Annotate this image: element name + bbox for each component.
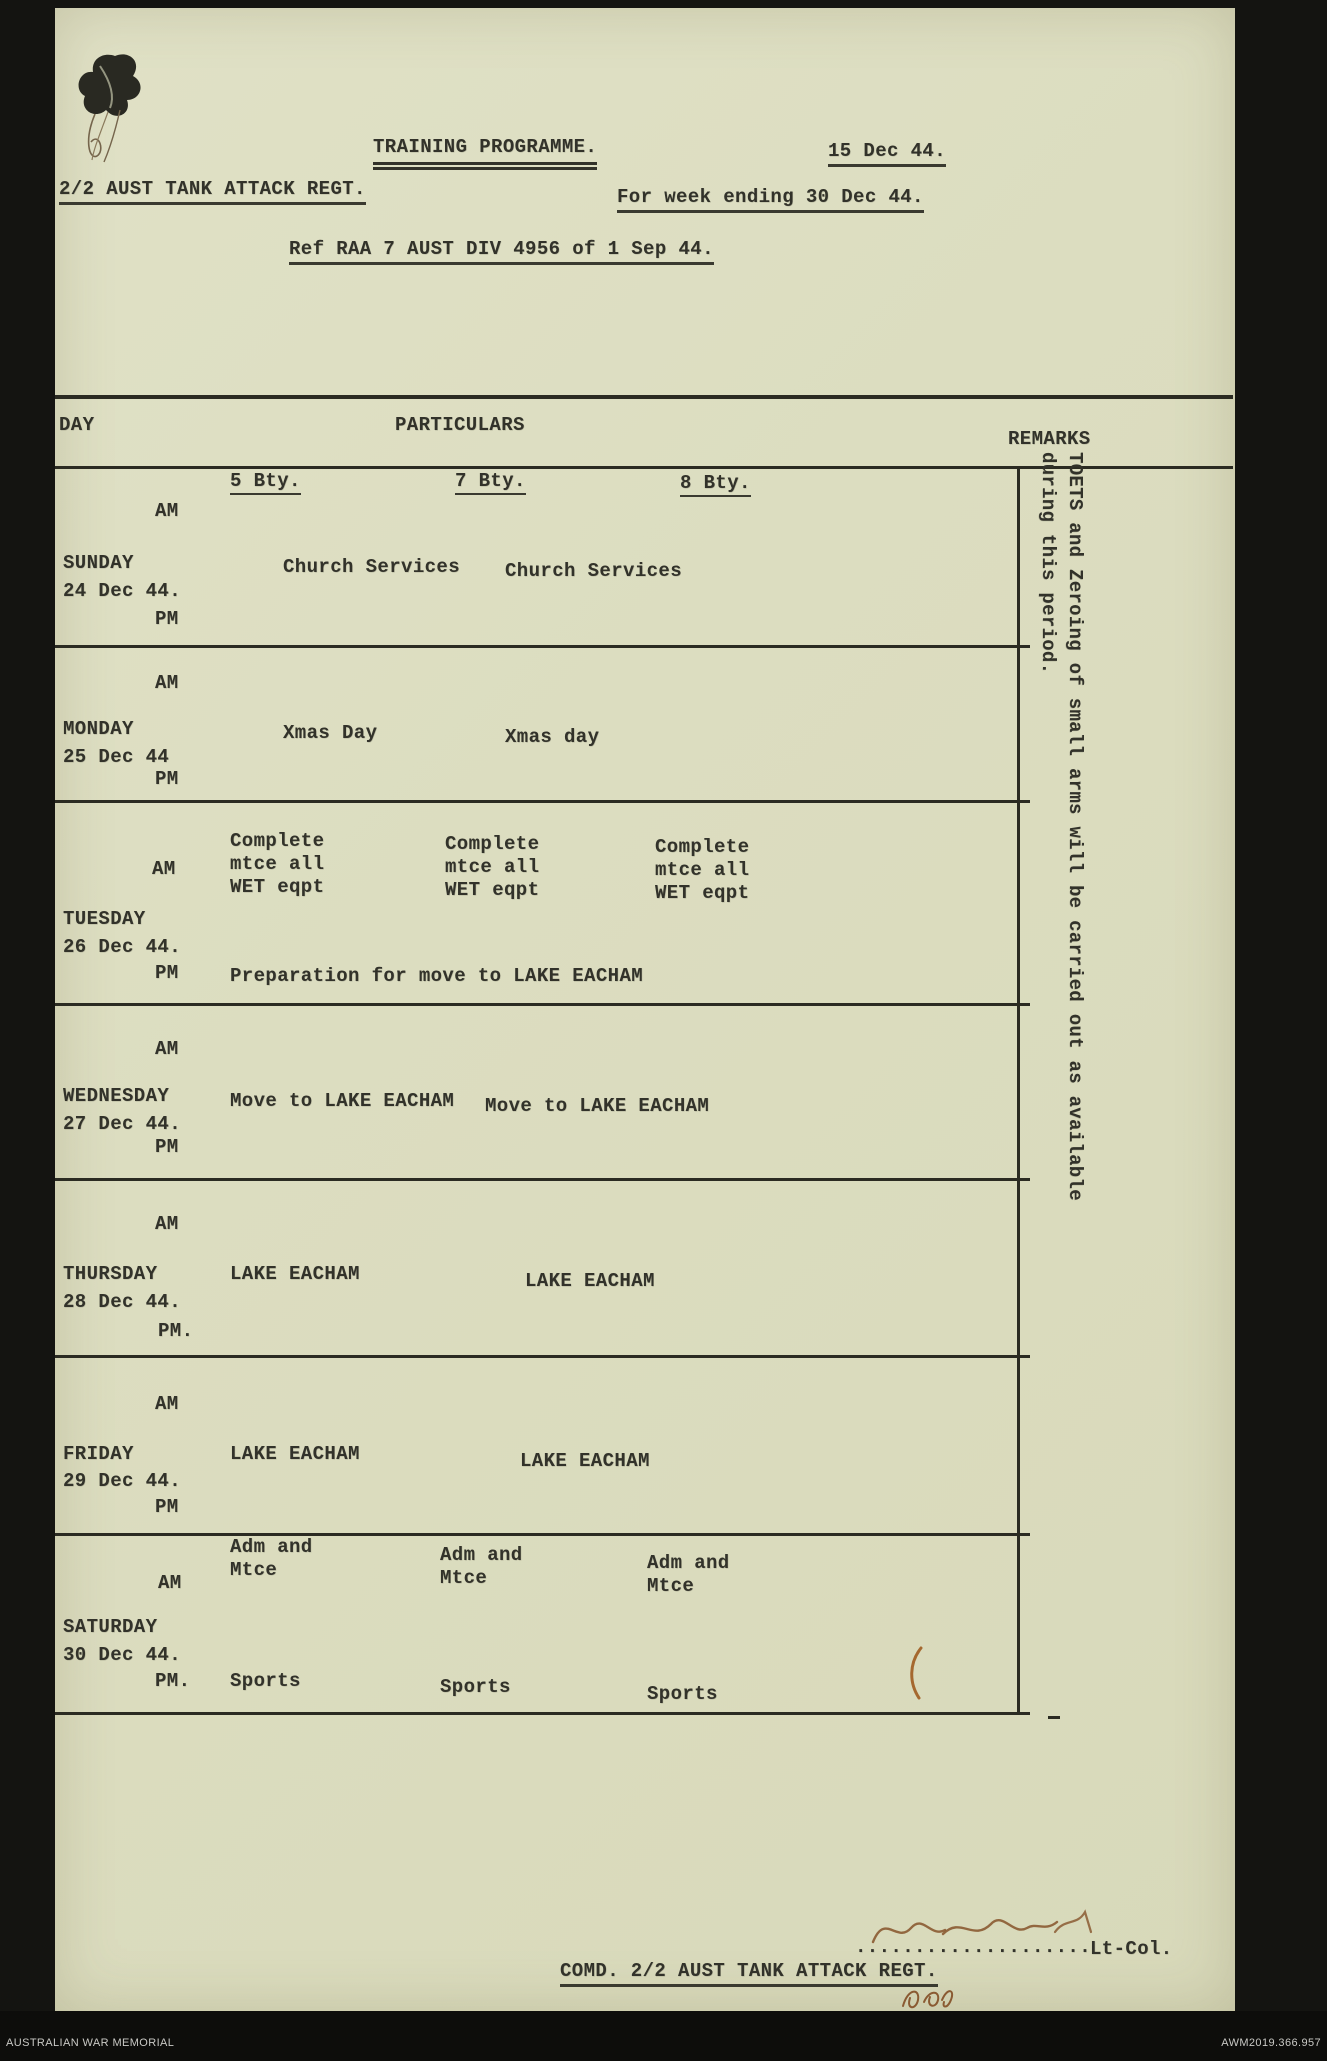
row-rule bbox=[55, 1003, 1030, 1006]
cell-wednesday-5bty: Move to LAKE EACHAM bbox=[230, 1090, 455, 1112]
sunday-date: 24 Dec 44. bbox=[63, 580, 182, 602]
week-ending: For week ending 30 Dec 44. bbox=[617, 186, 924, 213]
thursday-date: 28 Dec 44. bbox=[63, 1291, 182, 1313]
archive-source-label: AUSTRALIAN WAR MEMORIAL bbox=[6, 2037, 175, 2049]
tuesday-pm-label: PM bbox=[155, 962, 179, 984]
cell-thursday-7bty: LAKE EACHAM bbox=[525, 1270, 655, 1292]
tuesday-date: 26 Dec 44. bbox=[63, 936, 182, 958]
friday-date: 29 Dec 44. bbox=[63, 1470, 182, 1492]
cell-saturday-pm-5bty: Sports bbox=[230, 1670, 301, 1692]
cell-sunday-5bty: Church Services bbox=[283, 556, 461, 578]
cell-monday-5bty: Xmas Day bbox=[283, 722, 378, 744]
table-bottom-rule bbox=[55, 1712, 1030, 1715]
rank-label: Lt-Col. bbox=[1090, 1938, 1173, 1960]
signature-dotted-line: .................... bbox=[855, 1936, 1092, 1958]
cell-sunday-7bty: Church Services bbox=[505, 560, 683, 582]
remarks-note: TOETS and Zeroing of small arms will be carried out as available during this period. bbox=[1037, 452, 1086, 1201]
cell-thursday-5bty: LAKE EACHAM bbox=[230, 1263, 360, 1285]
monday-am-label: AM bbox=[155, 672, 179, 694]
saturday-day-label: SATURDAY bbox=[63, 1616, 158, 1638]
stray-tick bbox=[1048, 1716, 1060, 1719]
cell-saturday-pm-7bty: Sports bbox=[440, 1676, 511, 1698]
col-header-remarks: REMARKS bbox=[1008, 428, 1091, 450]
bty-header-7: 7 Bty. bbox=[455, 470, 526, 495]
tuesday-am-label: AM bbox=[152, 858, 176, 880]
wednesday-day-label: WEDNESDAY bbox=[63, 1085, 170, 1107]
sunday-day-label: SUNDAY bbox=[63, 552, 134, 574]
row-rule bbox=[55, 800, 1030, 803]
wednesday-pm-label: PM bbox=[155, 1136, 179, 1158]
cell-tuesday-5bty: Complete mtce all WET eqpt bbox=[230, 830, 325, 898]
document-paper bbox=[55, 8, 1235, 2011]
thursday-day-label: THURSDAY bbox=[63, 1263, 158, 1285]
sunday-pm-label: PM bbox=[155, 608, 179, 630]
cell-friday-5bty: LAKE EACHAM bbox=[230, 1443, 360, 1465]
cell-saturday-5bty: Adm and Mtce bbox=[230, 1536, 313, 1581]
row-rule bbox=[55, 645, 1030, 648]
friday-day-label: FRIDAY bbox=[63, 1443, 134, 1465]
cell-tuesday-7bty: Complete mtce all WET eqpt bbox=[445, 833, 540, 901]
friday-am-label: AM bbox=[155, 1393, 179, 1415]
saturday-pm-label: PM. bbox=[155, 1670, 191, 1692]
monday-pm-label: PM bbox=[155, 768, 179, 790]
doc-title: TRAINING PROGRAMME. bbox=[373, 136, 597, 170]
cell-saturday-pm-8bty: Sports bbox=[647, 1683, 718, 1705]
wednesday-date: 27 Dec 44. bbox=[63, 1113, 182, 1135]
bty-header-8: 8 Bty. bbox=[680, 472, 751, 497]
wednesday-am-label: AM bbox=[155, 1038, 179, 1060]
cell-monday-7bty: Xmas day bbox=[505, 726, 600, 748]
comd-line: COMD. 2/2 AUST TANK ATTACK REGT. bbox=[560, 1960, 938, 1987]
saturday-date: 30 Dec 44. bbox=[63, 1644, 182, 1666]
col-header-day: DAY bbox=[59, 414, 95, 436]
thursday-pm-label: PM. bbox=[158, 1320, 194, 1342]
archive-footer-band bbox=[0, 2011, 1327, 2061]
reference-line: Ref RAA 7 AUST DIV 4956 of 1 Sep 44. bbox=[289, 238, 714, 265]
cell-saturday-7bty: Adm and Mtce bbox=[440, 1544, 523, 1589]
doc-date: 15 Dec 44. bbox=[828, 140, 946, 167]
cell-wednesday-7bty: Move to LAKE EACHAM bbox=[485, 1095, 710, 1117]
row-rule bbox=[55, 1355, 1030, 1358]
friday-pm-label: PM bbox=[155, 1496, 179, 1518]
row-rule bbox=[55, 1533, 1030, 1536]
table-top-rule bbox=[55, 395, 1233, 399]
cell-tuesday-8bty: Complete mtce all WET eqpt bbox=[655, 836, 750, 904]
thursday-am-label: AM bbox=[155, 1213, 179, 1235]
col-header-particulars: PARTICULARS bbox=[395, 414, 525, 436]
row-rule bbox=[55, 1178, 1030, 1181]
archive-id-label: AWM2019.366.957 bbox=[1221, 2037, 1321, 2049]
cell-tuesday-pm: Preparation for move to LAKE EACHAM bbox=[230, 965, 644, 987]
remarks-divider bbox=[1017, 466, 1020, 1715]
cell-friday-7bty: LAKE EACHAM bbox=[520, 1450, 650, 1472]
bty-header-5: 5 Bty. bbox=[230, 470, 301, 495]
handwritten-bracket-mark bbox=[905, 1645, 927, 1701]
saturday-am-label: AM bbox=[158, 1572, 182, 1594]
cell-saturday-8bty: Adm and Mtce bbox=[647, 1552, 730, 1597]
sunday-am-label: AM bbox=[155, 500, 179, 522]
unit-name: 2/2 AUST TANK ATTACK REGT. bbox=[59, 178, 366, 205]
monday-day-label: MONDAY bbox=[63, 718, 134, 740]
tuesday-day-label: TUESDAY bbox=[63, 908, 146, 930]
monday-date: 25 Dec 44 bbox=[63, 746, 170, 768]
ink-stamp-icon bbox=[70, 48, 155, 168]
